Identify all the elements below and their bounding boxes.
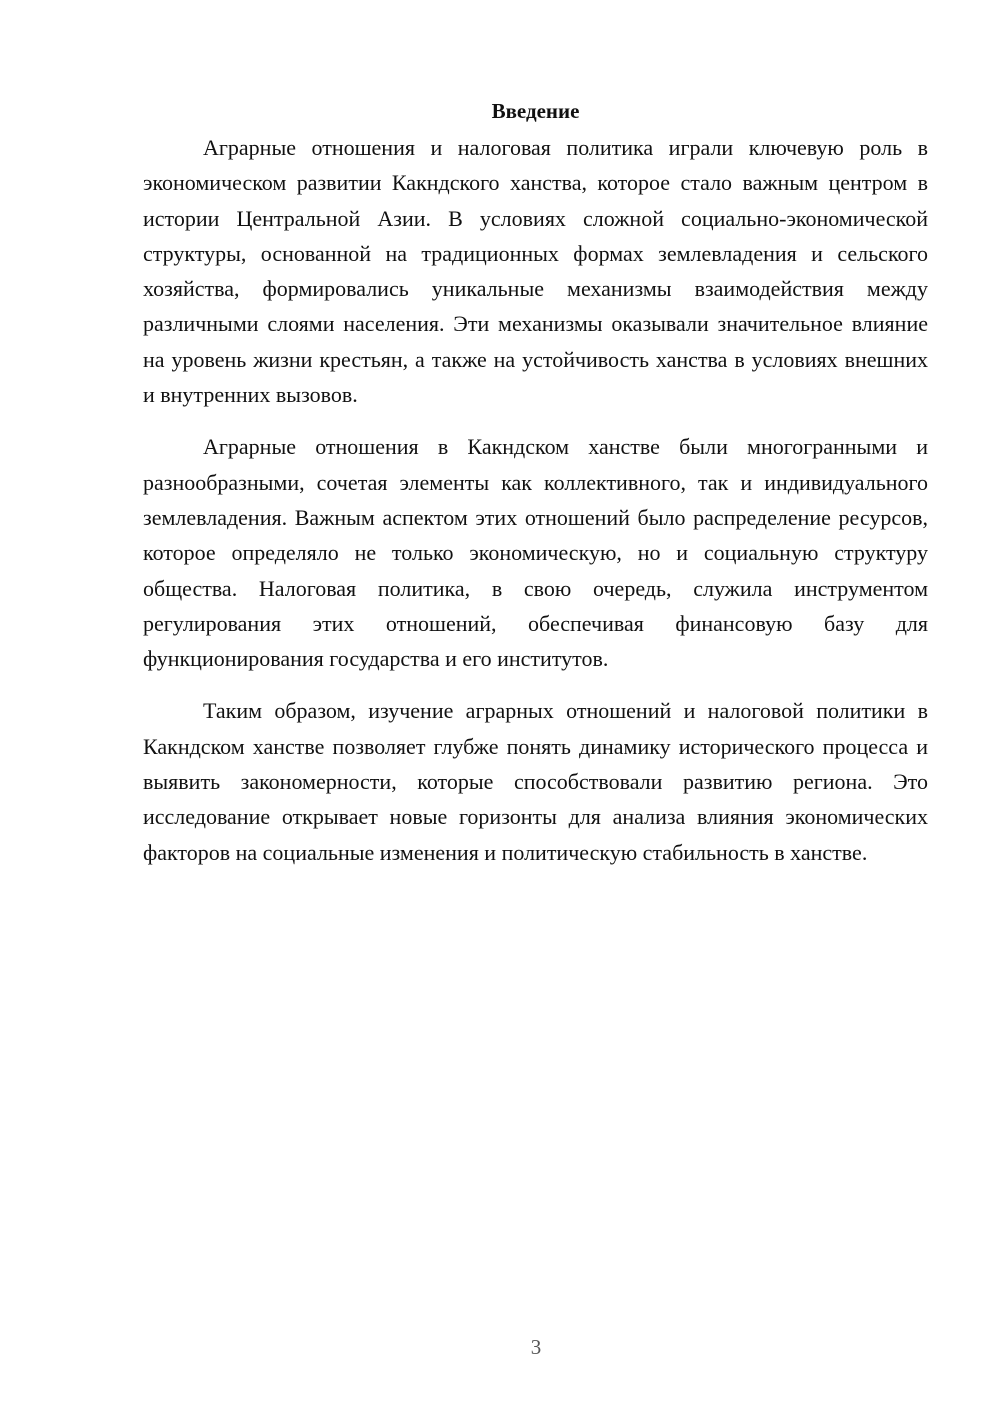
paragraph-3: Таким образом, изучение аграрных отношений и налоговой политики в Какндском ханстве позволяет глубже понять динамику исторического процесса и выявить закономерности, которые способствовали развитию региона. Это исследование открывает новые горизонты для анализа влияния экономических факторов на социальные изменения и политическую стабильность в ханстве. [143,698,928,865]
paragraph-1: Аграрные отношения и налоговая политика играли ключевую роль в экономическом развитии Какндского ханства, которое стало важным центром в истории Центральной Азии. В условиях сложной социально-экономической структуры, основанной на традиционных формах землевладения и сельского хозяйства, формировались уникальные механизмы взаимодействия между различными слоями населения. Эти механизмы оказывали значительное влияние на уровень жизни крестьян, а также на устойчивость ханства в условиях внешних и внутренних вызовов. [143,135,928,408]
page-number: 3 [530,1335,542,1359]
paragraph-2: Аграрные отношения в Какндском ханстве были многогранными и разнообразными, сочетая элементы как коллективного, так и индивидуального землевладения. Важным аспектом этих отношений было распределение ресурсов, которое определяло не только экономическую, но и социальную структуру общества. Налоговая политика, в свою очередь, служила инструментом регулирования этих отношений, обеспечивая финансовую базу для функционирования государства и его институтов. [143,434,928,672]
page-content [143,96,928,887]
section-heading: Введение [491,99,580,123]
